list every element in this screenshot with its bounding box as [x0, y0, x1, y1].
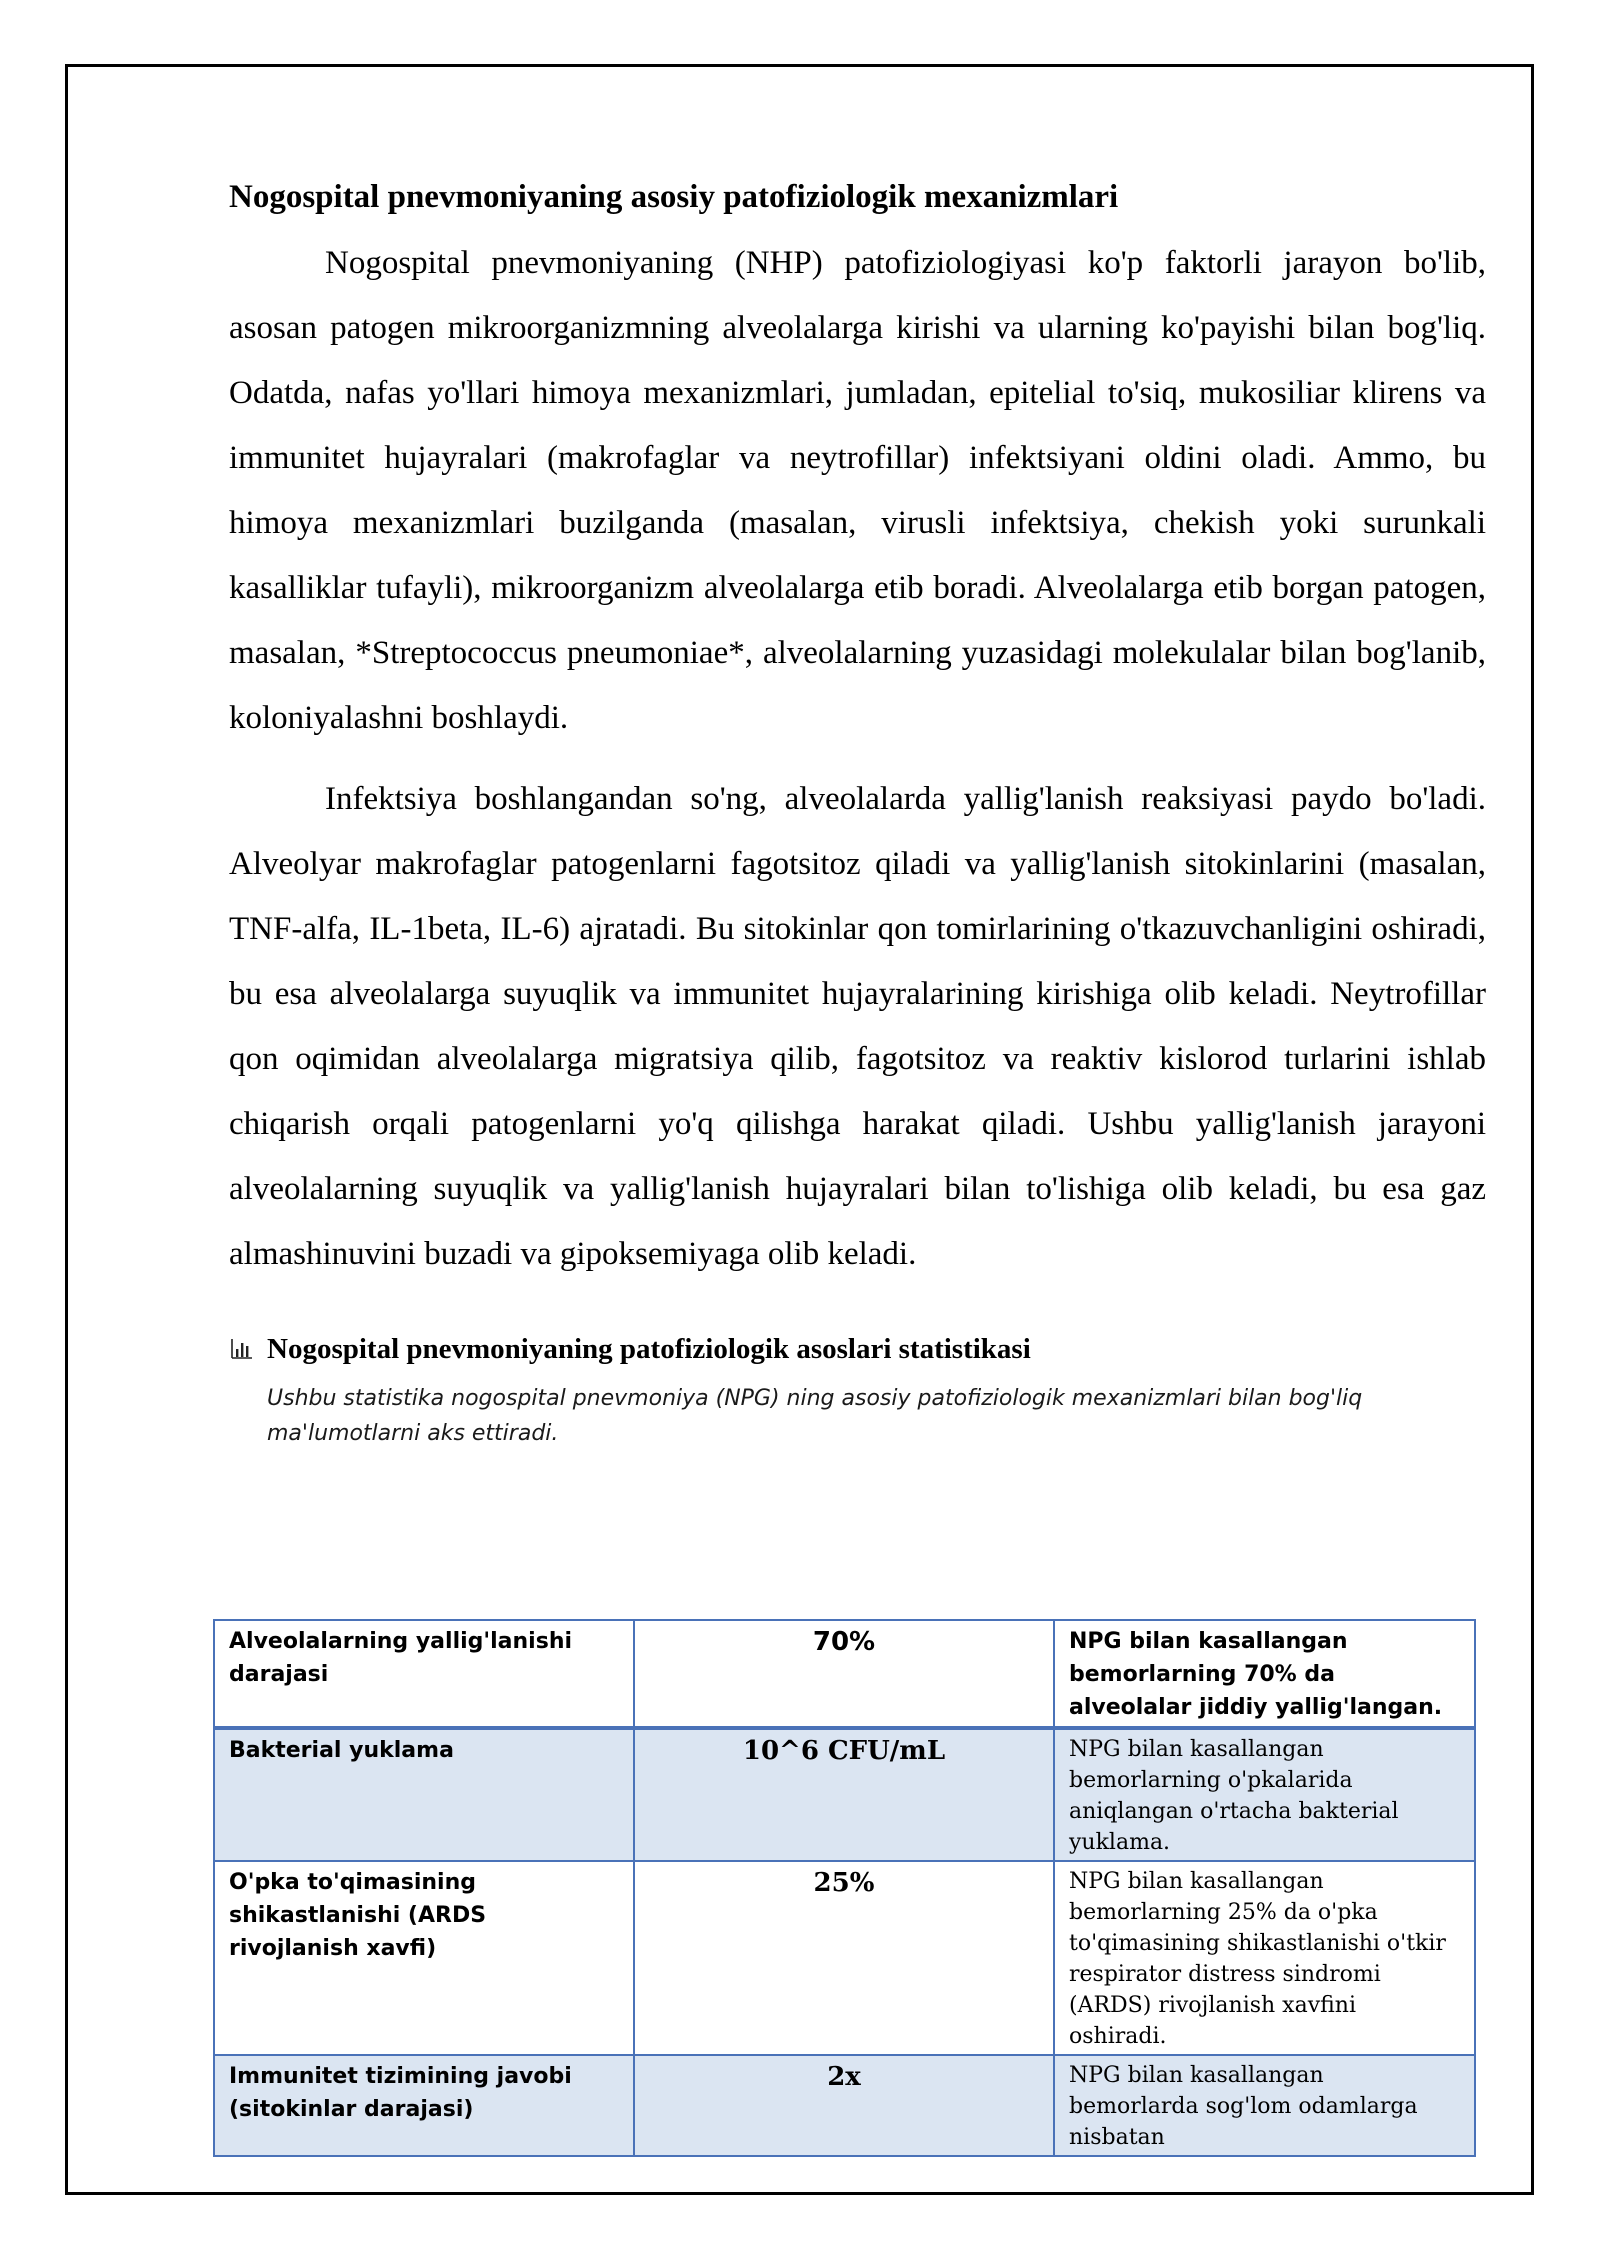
table-row	[214, 1620, 1475, 1728]
indicator-cell: Immunitet tizimining javobi (sitokinlar darajasi)	[214, 2055, 634, 2156]
indicator-cell: Alveolalarning yallig'lanishi darajasi	[214, 1620, 634, 1728]
note-cell: NPG bilan kasallangan bemorlarda sog'lom odamlarga nisbatan	[1054, 2055, 1475, 2156]
paragraph-1: Nogospital pnevmoniyaning (NHP) patofiziologiyasi ko'p faktorli jarayon bo'lib, asosan patogen mikroorganizmning alveolalarga kirishi va ularning ko'payishi bilan bog'liq. Odatda, nafas yo'llari himoya mexanizmlari, jumladan, epitelial to'siq, mukosiliar klirens va immunitet hujayralari (makrofaglar va neytrofillar) infektsiyani oldini oladi. Ammo, bu himoya mexanizmlari buzilganda (masalan, virusli infektsiya, chekish yoki surunkali kasalliklar tufayli), mikroorganizm alveolalarga etib boradi. Alveolalarga etib borgan patogen, masalan, *Streptococcus pneumoniae*, alveolalarning yuzasidagi molekulalar bilan bog'lanib, koloniyalashni boshlaydi.	[229, 245, 1486, 736]
value-cell: 25%	[634, 1861, 1054, 2055]
statistics-table	[213, 1619, 1476, 2157]
table-row	[214, 1728, 1475, 1861]
paragraph-2: Infektsiya boshlangandan so'ng, alveolalarda yallig'lanish reaksiyasi paydo bo'ladi. Alveolyar makrofaglar patogenlarni fagotsitoz qiladi va yallig'lanish sitokinlarini (masalan, TNF-alfa, IL-1beta, IL-6) ajratadi. Bu sitokinlar qon tomirlarining o'tkazuvchanligini oshiradi, bu esa alveolalarga suyuqlik va immunitet hujayralarining kirishiga olib keladi. Neytrofillar qon oqimidan alveolalarga migratsiya qilib, fagotsitoz va reaktiv kislorod turlarini ishlab chiqarish orqali patogenlarni yo'q qilishga harakat qiladi. Ushbu yallig'lanish jarayoni alveolalarning suyuqlik va yallig'lanish hujayralari bilan to'lishiga olib keladi, bu esa gaz almashinuvini buzadi va gipoksemiyaga olib keladi.	[229, 781, 1486, 1272]
value-cell: 10^6 CFU/mL	[634, 1728, 1054, 1861]
value-cell: 2x	[634, 2055, 1054, 2156]
note-cell: NPG bilan kasallangan bemorlarning 70% da alveolalar jiddiy yallig'langan.	[1054, 1620, 1475, 1728]
value-cell: 70%	[634, 1620, 1054, 1728]
indicator-cell: Bakterial yuklama	[214, 1728, 634, 1861]
indicator-cell: O'pka to'qimasining shikastlanishi (ARDS rivojlanish xavfi)	[214, 1861, 634, 2055]
table-row	[214, 2055, 1475, 2156]
document-title: Nogospital pnevmoniyaning asosiy patofiziologik mexanizmlari	[229, 179, 1119, 215]
bar-chart-icon	[229, 1337, 253, 1361]
document-body	[229, 175, 1486, 1451]
statistics-heading	[229, 1329, 1486, 1369]
statistics-description: Ushbu statistika nogospital pnevmoniya (NPG) ning asosiy patofiziologik mexanizmlari bilan bog'liq ma'lumotlarni aks ettiradi.	[267, 1386, 1363, 1446]
table-row	[214, 1861, 1475, 2055]
note-cell: NPG bilan kasallangan bemorlarning 25% da o'pka to'qimasining shikastlanishi o'tkir respirator distress sindromi (ARDS) rivojlanish xavfini oshiradi.	[1054, 1861, 1475, 2055]
statistics-heading-text: Nogospital pnevmoniyaning patofiziologik asoslari statistikasi	[267, 1333, 1031, 1365]
note-cell: NPG bilan kasallangan bemorlarning o'pkalarida aniqlangan o'rtacha bakterial yuklama.	[1054, 1728, 1475, 1861]
